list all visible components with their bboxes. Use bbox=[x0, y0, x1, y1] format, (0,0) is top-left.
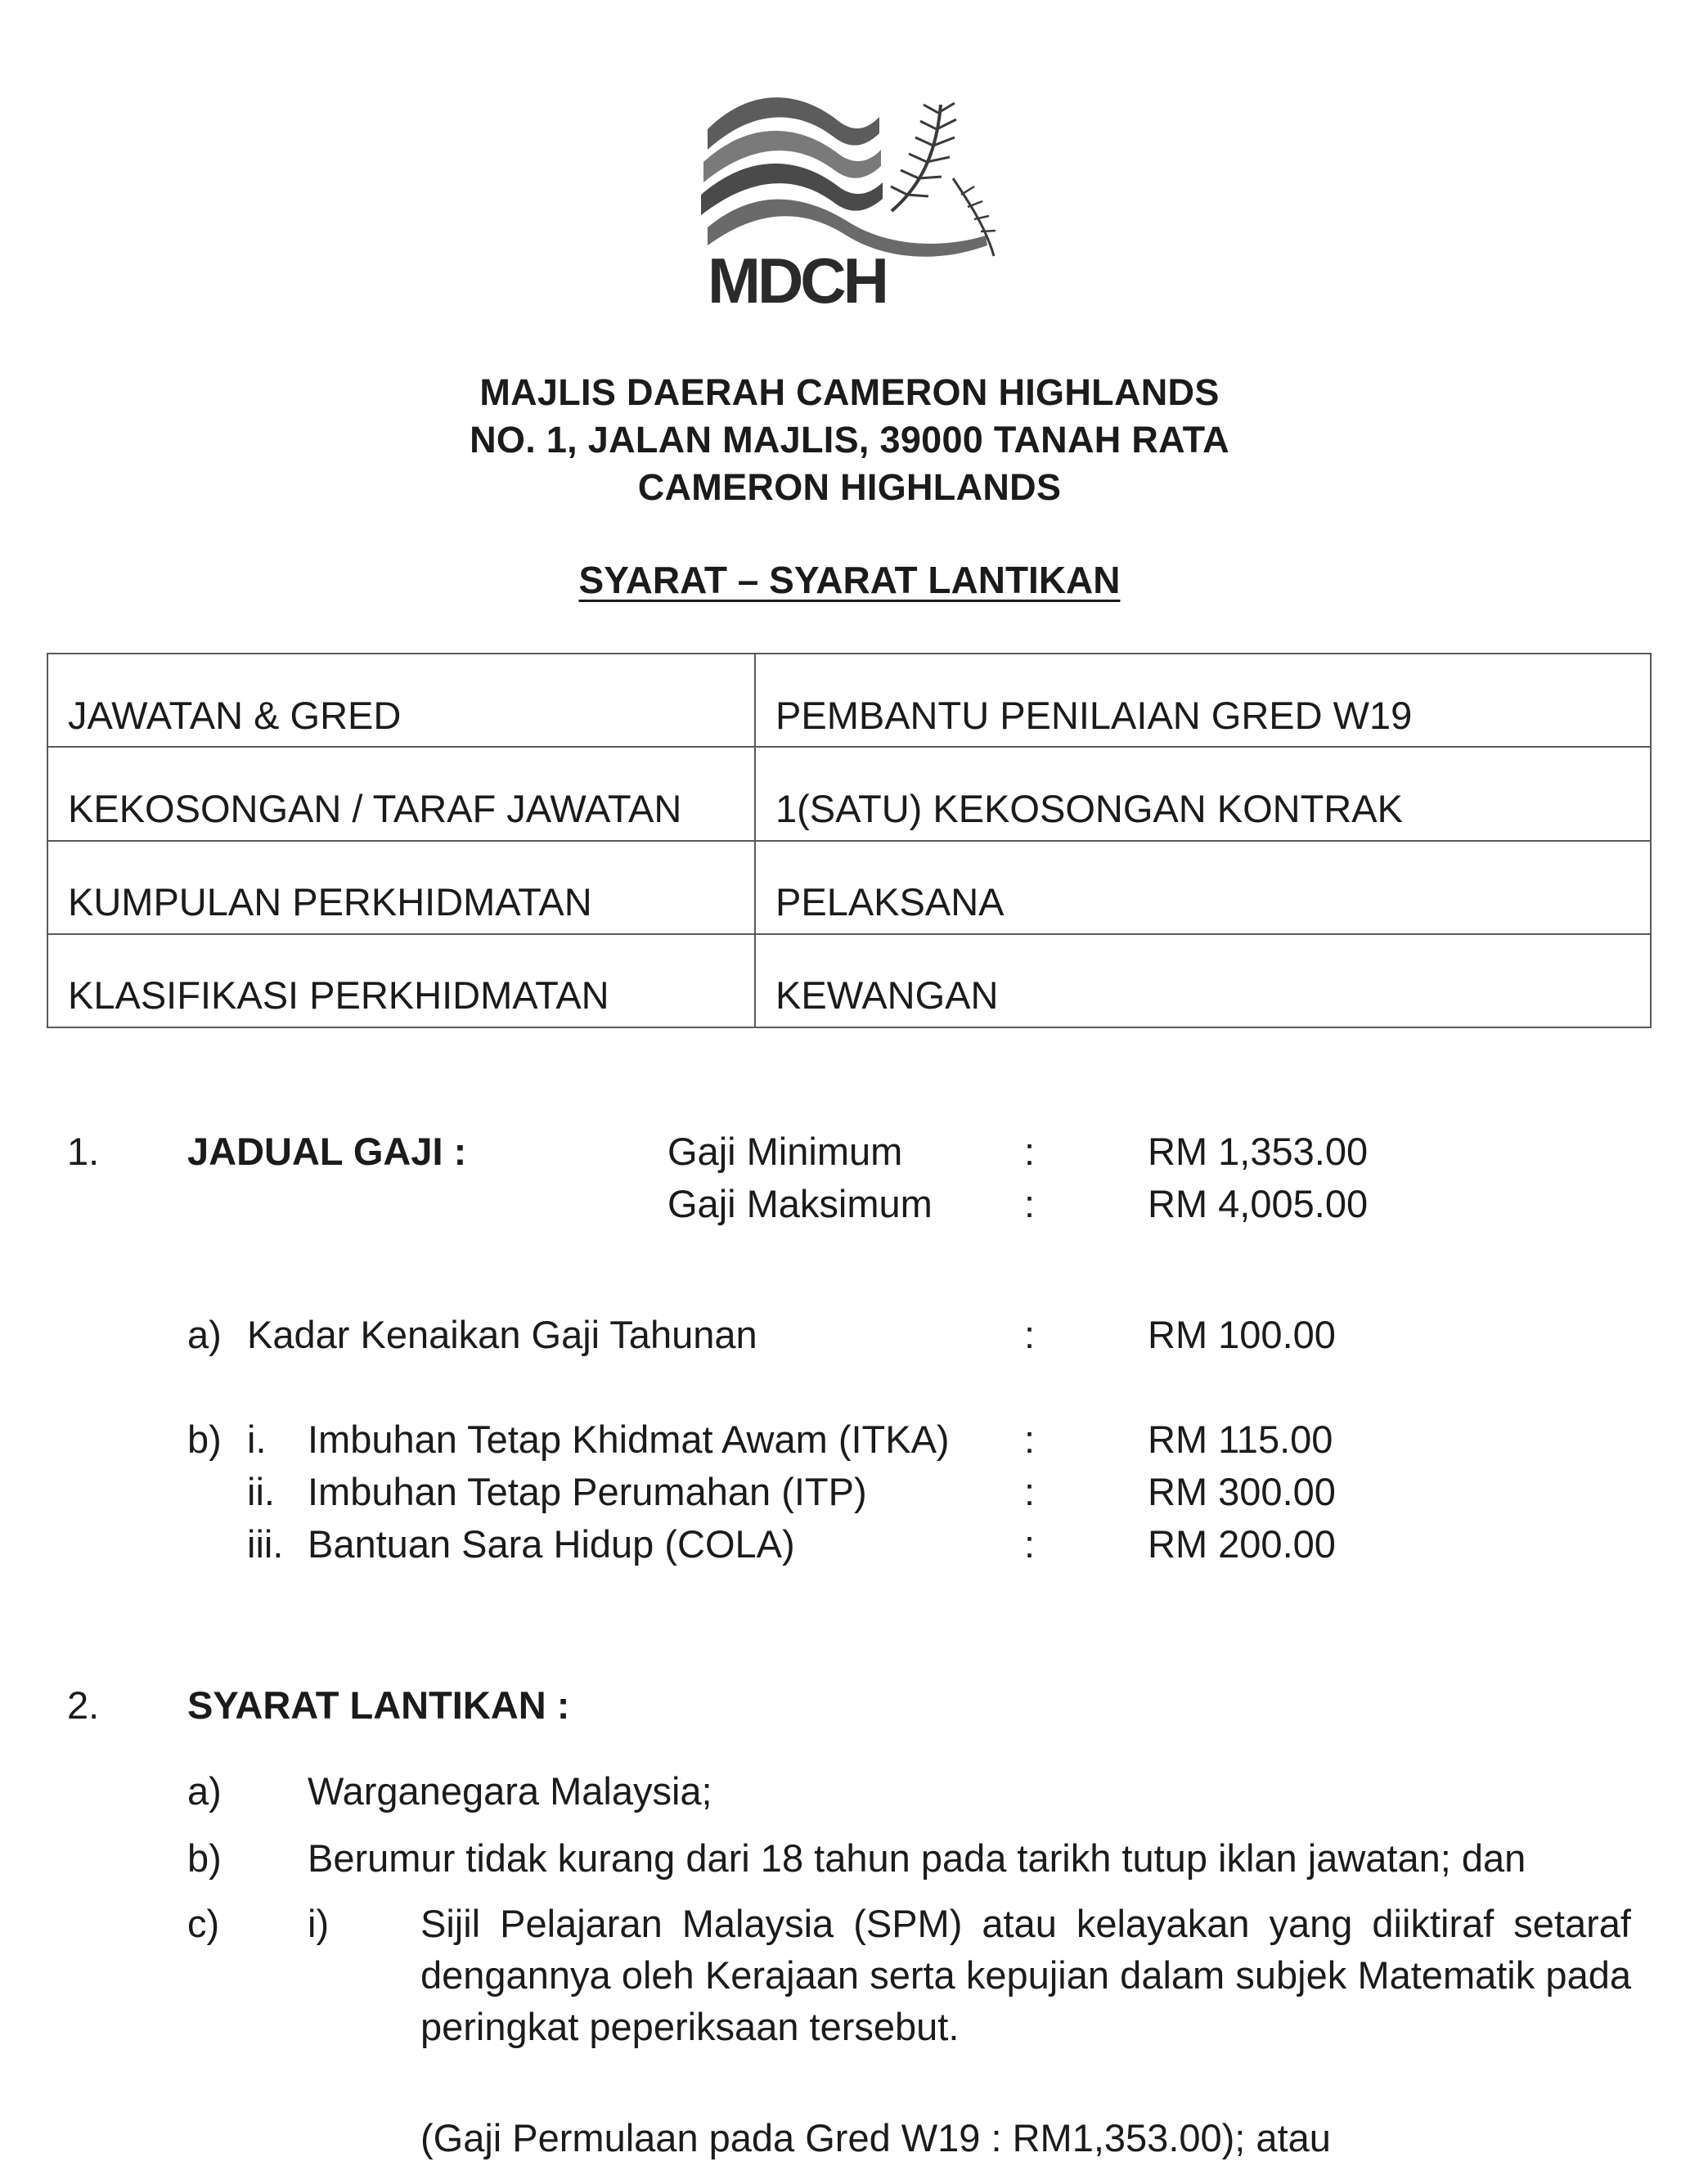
table-cell-label: KEKOSONGAN / TARAF JAWATAN bbox=[47, 747, 755, 840]
document-title bbox=[0, 558, 1699, 602]
table-row bbox=[47, 654, 1651, 747]
increment-marker: a) bbox=[187, 1313, 222, 1356]
salary-max-value: RM 4,005.00 bbox=[1148, 1182, 1369, 1225]
allowance-colon: : bbox=[1024, 1522, 1036, 1566]
allowance-value: RM 300.00 bbox=[1148, 1470, 1336, 1513]
increment-label: Kadar Kenaikan Gaji Tahunan bbox=[247, 1313, 757, 1356]
table-row bbox=[47, 934, 1651, 1027]
mdch-logo-graphic bbox=[683, 72, 1027, 309]
document-title-text: SYARAT – SYARAT LANTIKAN bbox=[578, 559, 1121, 601]
allowance-colon: : bbox=[1024, 1470, 1036, 1513]
section1-heading: JADUAL GAJI : bbox=[187, 1130, 467, 1173]
salary-max-label: Gaji Maksimum bbox=[667, 1182, 933, 1225]
org-name: MAJLIS DAERAH CAMERON HIGHLANDS bbox=[479, 371, 1220, 413]
table-cell-label: KUMPULAN PERKHIDMATAN bbox=[47, 841, 755, 934]
requirement-sub-marker: i) bbox=[308, 1902, 330, 1945]
mdch-logo bbox=[683, 72, 1027, 309]
allowance-marker: i. bbox=[247, 1418, 267, 1461]
section2-heading: SYARAT LANTIKAN : bbox=[187, 1683, 570, 1727]
allowance-label: Bantuan Sara Hidup (COLA) bbox=[308, 1522, 795, 1566]
table-cell-value: KEWANGAN bbox=[755, 934, 1651, 1027]
table-cell-label: KLASIFIKASI PERKHIDMATAN bbox=[47, 934, 755, 1027]
allowance-value: RM 115.00 bbox=[1148, 1418, 1333, 1461]
table-cell-label: JAWATAN & GRED bbox=[47, 654, 755, 747]
requirement-marker: c) bbox=[187, 1902, 220, 1945]
position-info-table bbox=[47, 653, 1652, 1028]
increment-colon: : bbox=[1024, 1313, 1036, 1356]
salary-min-label: Gaji Minimum bbox=[667, 1130, 903, 1173]
requirement-marker: b) bbox=[187, 1836, 222, 1880]
logo-text: MDCH bbox=[708, 245, 886, 309]
requirement-c-text: Sijil Pelajaran Malaysia (SPM) atau kelayakan yang diiktiraf setaraf dengannya oleh Kerajaan serta kepujian dalam subjek Matematik pada peringkat peperiksaan tersebut. bbox=[420, 1902, 1631, 2048]
allowance-value: RM 200.00 bbox=[1148, 1522, 1336, 1566]
requirement-text: Berumur tidak kurang dari 18 tahun pada tarikh tutup iklan jawatan; dan bbox=[308, 1836, 1526, 1880]
table-row bbox=[47, 841, 1651, 934]
allowance-label: Imbuhan Tetap Khidmat Awam (ITKA) bbox=[308, 1418, 950, 1461]
table-cell-value: 1(SATU) KEKOSONGAN KONTRAK bbox=[755, 747, 1651, 840]
org-district: CAMERON HIGHLANDS bbox=[637, 466, 1062, 508]
section1-number: 1. bbox=[67, 1130, 100, 1173]
allowance-label: Imbuhan Tetap Perumahan (ITP) bbox=[308, 1470, 867, 1513]
requirement-c-note: (Gaji Permulaan pada Gred W19 : RM1,353.00); atau bbox=[420, 2116, 1331, 2159]
salary-max-colon: : bbox=[1024, 1182, 1036, 1225]
section2-number: 2. bbox=[67, 1683, 100, 1727]
allowances-marker: b) bbox=[187, 1418, 222, 1461]
table-cell-value: PELAKSANA bbox=[755, 841, 1651, 934]
allowance-marker: ii. bbox=[247, 1470, 275, 1513]
table-cell-value: PEMBANTU PENILAIAN GRED W19 bbox=[755, 654, 1651, 747]
requirement-marker: a) bbox=[187, 1769, 222, 1813]
salary-min-colon: : bbox=[1024, 1130, 1036, 1173]
increment-value: RM 100.00 bbox=[1148, 1313, 1336, 1356]
salary-min-value: RM 1,353.00 bbox=[1148, 1130, 1369, 1173]
requirement-text: Warganegara Malaysia; bbox=[308, 1769, 712, 1813]
allowance-colon: : bbox=[1024, 1418, 1036, 1461]
allowance-marker: iii. bbox=[247, 1522, 284, 1566]
table-row bbox=[47, 747, 1651, 840]
org-address: NO. 1, JALAN MAJLIS, 39000 TANAH RATA bbox=[470, 419, 1229, 461]
